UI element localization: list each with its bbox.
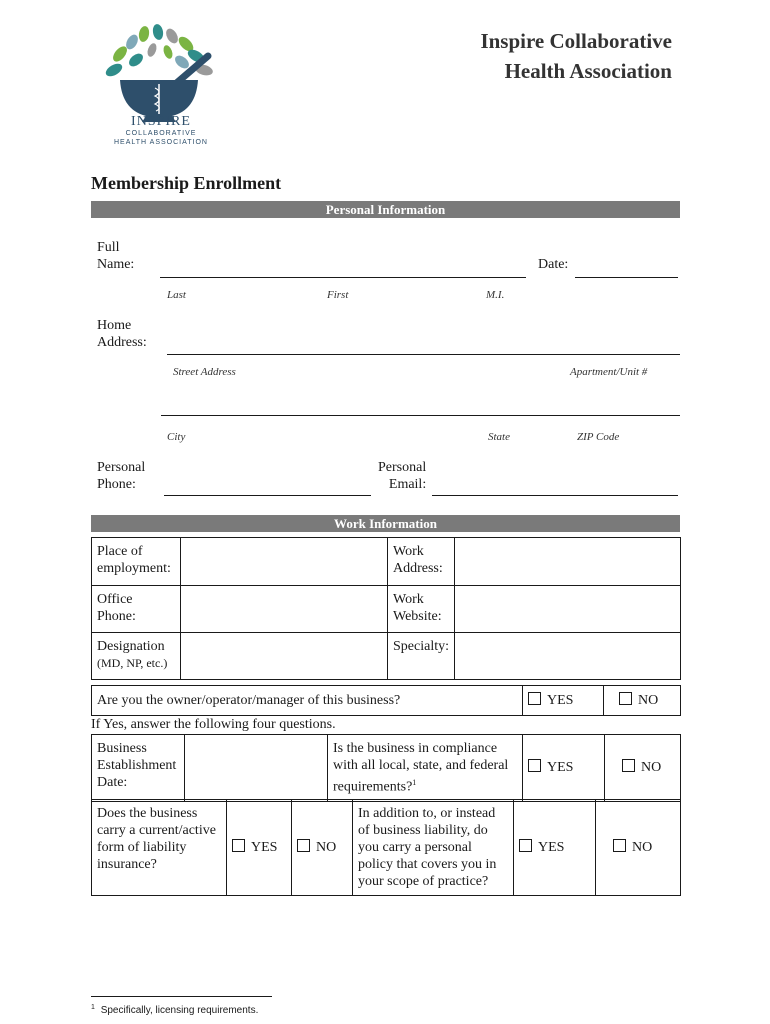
footnote-marker: 1	[412, 778, 417, 787]
full-name-field[interactable]	[160, 277, 526, 278]
hint-street-address: Street Address	[173, 366, 236, 378]
form-title: Membership Enrollment	[91, 173, 282, 193]
checkbox-icon[interactable]	[622, 759, 635, 772]
hint-city: City	[167, 431, 186, 443]
office-phone-field[interactable]	[181, 586, 388, 633]
city-state-zip-field[interactable]	[161, 415, 680, 416]
work-info-table	[91, 537, 681, 680]
date-label: Date:	[538, 257, 569, 272]
checkbox-icon[interactable]	[613, 839, 626, 852]
section-bar-work: Work Information	[91, 515, 680, 532]
hint-last: Last	[167, 289, 186, 301]
owner-question: Are you the owner/operator/manager of this business?	[92, 686, 523, 716]
checkbox-icon[interactable]	[528, 759, 541, 772]
compliance-question: Is the business in compliance with all local, state, and federal requirements?$^1$	[328, 735, 523, 802]
checkbox-icon[interactable]	[519, 839, 532, 852]
logo-subtitle-1: COLLABORATIVE	[125, 130, 197, 137]
personal-policy-yes-option[interactable]: YES	[514, 800, 596, 896]
personal-phone-label: Personal Phone:	[97, 460, 146, 492]
footnote-number: 1	[91, 1004, 95, 1011]
footnote-text: Specifically, licensing requirements.	[100, 1005, 259, 1017]
hint-apartment: Apartment/Unit #	[570, 366, 648, 378]
insurance-row	[91, 799, 681, 896]
establishment-date-label: Business Establishment Date:	[92, 735, 185, 802]
hint-mi: M.I.	[486, 289, 505, 301]
personal-policy-question: In addition to, or instead of business liability, do you carry a personal policy that covers you in your scope of practice?	[353, 800, 514, 896]
work-website-field[interactable]	[455, 586, 681, 633]
work-website-label: Work Website:	[388, 586, 455, 633]
compliance-yes-option[interactable]: YES	[523, 735, 605, 802]
date-field[interactable]	[575, 277, 678, 278]
checkbox-icon[interactable]	[619, 692, 632, 705]
street-address-field[interactable]	[167, 354, 680, 355]
personal-email-field[interactable]	[432, 495, 678, 496]
personal-email-label: Personal Email:	[378, 460, 427, 492]
liability-yes-option[interactable]: YES	[227, 800, 292, 896]
if-yes-instruction: If Yes, answer the following four questions.	[91, 717, 336, 732]
full-name-label: Full Name:	[97, 240, 135, 272]
establishment-date-field[interactable]	[185, 735, 328, 802]
hint-zip: ZIP Code	[577, 431, 620, 443]
hint-first: First	[327, 289, 349, 301]
org-name-line-2: Health Association	[504, 59, 672, 83]
work-address-field[interactable]	[455, 538, 681, 586]
org-logo	[96, 22, 226, 150]
liability-no-option[interactable]: NO	[292, 800, 353, 896]
checkbox-icon[interactable]	[297, 839, 310, 852]
checkbox-icon[interactable]	[528, 692, 541, 705]
owner-question-row	[91, 685, 681, 716]
checkbox-icon[interactable]	[232, 839, 245, 852]
place-of-employment-field[interactable]	[181, 538, 388, 586]
compliance-no-option[interactable]: NO	[605, 735, 681, 802]
logo-wordmark: INSPIRE	[131, 114, 191, 129]
section-bar-personal: Personal Information	[91, 201, 680, 218]
office-phone-label: Office Phone:	[92, 586, 181, 633]
org-name-line-1: Inspire Collaborative	[480, 29, 672, 53]
hint-state: State	[488, 431, 510, 443]
footnote-divider	[91, 996, 272, 997]
work-address-label: Work Address:	[388, 538, 455, 586]
establishment-row	[91, 734, 681, 802]
personal-phone-field[interactable]	[164, 495, 371, 496]
personal-policy-no-option[interactable]: NO	[596, 800, 681, 896]
footnote	[91, 1004, 258, 1016]
home-address-label: Home Address:	[97, 318, 147, 350]
place-of-employment-label: Place of employment:	[92, 538, 181, 586]
owner-no-option[interactable]: NO	[604, 686, 681, 716]
owner-yes-option[interactable]: YES	[523, 686, 604, 716]
logo-subtitle-2: HEALTH ASSOCIATION	[114, 139, 208, 146]
specialty-label: Specialty:	[388, 633, 455, 680]
liability-insurance-question: Does the business carry a current/active form of liability insurance?	[92, 800, 227, 896]
specialty-field[interactable]	[455, 633, 681, 680]
designation-field[interactable]	[181, 633, 388, 680]
designation-label: Designation (MD, NP, etc.)	[92, 633, 181, 680]
